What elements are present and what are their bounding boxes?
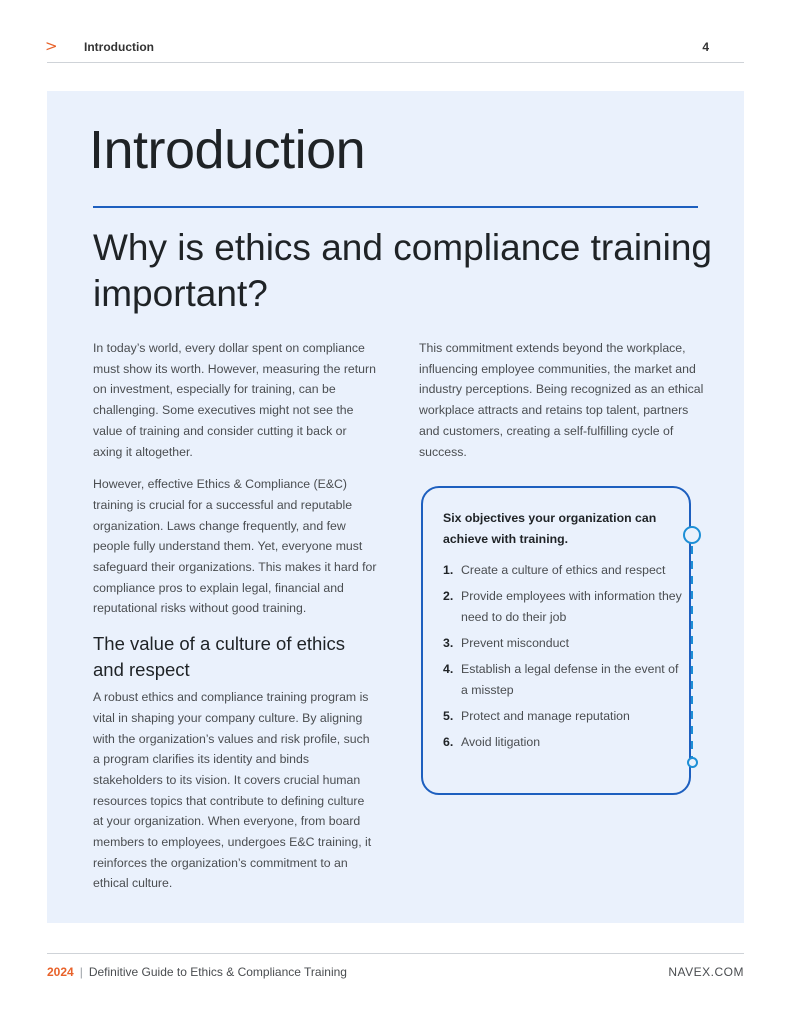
left-column bbox=[93, 338, 378, 906]
footer-year: 2024 bbox=[47, 965, 74, 979]
left-paragraph-3: A robust ethics and compliance training program is vital in shaping your company culture. By aligning with the organization’s values and risk profile, such a program clarifies its identity and binds stakeholders to its vision. It covers crucial human resources topics that contribute to defining culture at your organization. When everyone, from board members to employees, undergoes E&C training, it reinforces the organization’s commitment to an ethical culture. bbox=[93, 690, 372, 891]
list-text: Provide employees with information they need to do their job bbox=[461, 589, 682, 624]
footer-divider bbox=[47, 953, 744, 954]
page-number: 4 bbox=[702, 40, 709, 54]
dashed-connector bbox=[691, 546, 693, 758]
header-divider bbox=[47, 62, 744, 63]
page-subtitle: Why is ethics and compliance training important? bbox=[93, 227, 713, 314]
list-text: Prevent misconduct bbox=[461, 636, 569, 651]
section-heading: The value of a culture of ethics and respect bbox=[93, 633, 345, 681]
list-item bbox=[443, 586, 683, 627]
list-number: 1. bbox=[443, 563, 454, 577]
list-number: 5. bbox=[443, 709, 454, 724]
list-number: 6. bbox=[443, 735, 454, 750]
list-number: 4. bbox=[443, 662, 454, 677]
list-text: Create a culture of ethics and respect bbox=[461, 563, 666, 577]
footer-title bbox=[47, 965, 347, 979]
list-number: 3. bbox=[443, 636, 454, 651]
list-item bbox=[443, 732, 683, 753]
list-item bbox=[443, 633, 683, 654]
right-paragraph-1: This commitment extends beyond the workplace, influencing employee communities, the market and industry perceptions. Being recognized as an ethical workplace attracts and retains top talent, partners and customers, creating a self-fulfilling cycle of success. bbox=[419, 341, 704, 459]
list-text: Protect and manage reputation bbox=[461, 709, 630, 724]
list-item bbox=[443, 560, 683, 581]
objectives-heading: Six objectives your organization can achieve with training. bbox=[443, 511, 657, 546]
list-number: 2. bbox=[443, 589, 454, 604]
right-column bbox=[419, 338, 704, 474]
list-item bbox=[443, 706, 683, 727]
connector-circle-icon bbox=[683, 526, 701, 544]
left-paragraph-1: In today’s world, every dollar spent on compliance must show its worth. However, measuring the return on investment, especially for training, can be challenging. Some executives might not see the value of training and consider cutting it back or axing it altogether. bbox=[93, 341, 376, 459]
list-text: Avoid litigation bbox=[461, 735, 541, 750]
list-text: Establish a legal defense in the event of a misstep bbox=[461, 662, 679, 698]
title-divider bbox=[93, 206, 698, 208]
connector-dot-icon bbox=[687, 757, 698, 768]
footer-separator: | bbox=[79, 965, 83, 979]
list-item bbox=[443, 659, 683, 700]
footer-site-link[interactable]: NAVEX.COM bbox=[668, 965, 744, 979]
objectives-list bbox=[443, 560, 683, 759]
header-section-title: Introduction bbox=[84, 40, 154, 54]
chevron-right-icon: > bbox=[45, 37, 58, 55]
left-paragraph-2: However, effective Ethics & Compliance (E&C) training is crucial for a successful and reputable organization. Laws change frequently, and few people fully understand them. Yet, everyone must safeguard their organizations. This makes it hard for compliance pros to explain legal, financial and reputational risks without good training. bbox=[93, 477, 377, 616]
footer-guide-title: Definitive Guide to Ethics & Compliance Training bbox=[88, 965, 347, 979]
page-title: Introduction bbox=[89, 120, 366, 180]
